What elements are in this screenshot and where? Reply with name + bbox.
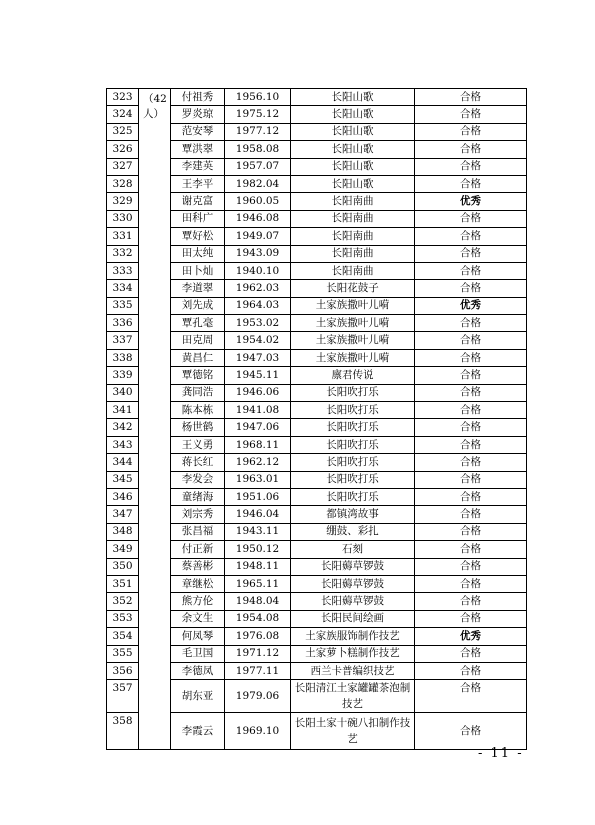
inheritor-name: 田克周 bbox=[171, 332, 225, 349]
inheritor-name: 刘先成 bbox=[171, 297, 225, 314]
inheritor-name: 李道翠 bbox=[171, 280, 225, 297]
assessment-result: 优秀 bbox=[415, 628, 527, 645]
birth-date: 1947.06 bbox=[225, 419, 291, 436]
inheritor-name: 陈本栋 bbox=[171, 402, 225, 419]
assessment-result: 合格 bbox=[415, 315, 527, 332]
row-number: 338 bbox=[107, 349, 139, 366]
assessment-result: 合格 bbox=[415, 593, 527, 610]
row-number: 325 bbox=[107, 123, 139, 140]
assessment-result: 合格 bbox=[415, 541, 527, 558]
row-number: 339 bbox=[107, 367, 139, 384]
inheritor-name: 田科广 bbox=[171, 210, 225, 227]
assessment-result: 合格 bbox=[415, 280, 527, 297]
project-name: 土家族撒叶儿嗬 bbox=[291, 332, 415, 349]
project-name: 长阳民间绘画 bbox=[291, 610, 415, 627]
birth-date: 1954.08 bbox=[225, 610, 291, 627]
row-number: 329 bbox=[107, 193, 139, 210]
birth-date: 1946.06 bbox=[225, 384, 291, 401]
assessment-result: 合格 bbox=[415, 349, 527, 366]
roster-body bbox=[107, 89, 527, 750]
inheritor-name: 刘宗秀 bbox=[171, 506, 225, 523]
assessment-result: 合格 bbox=[415, 175, 527, 192]
row-number: 346 bbox=[107, 488, 139, 505]
row-number: 328 bbox=[107, 175, 139, 192]
inheritor-name: 龚同浩 bbox=[171, 384, 225, 401]
project-name: 土家族服饰制作技艺 bbox=[291, 628, 415, 645]
assessment-result: 合格 bbox=[415, 575, 527, 592]
row-number: 324 bbox=[107, 106, 139, 123]
assessment-result: 合格 bbox=[415, 332, 527, 349]
row-number: 352 bbox=[107, 593, 139, 610]
assessment-result: 合格 bbox=[415, 680, 527, 713]
row-number: 337 bbox=[107, 332, 139, 349]
project-name: 西兰卡普编织技艺 bbox=[291, 662, 415, 679]
project-name: 长阳吹打乐 bbox=[291, 454, 415, 471]
row-number: 345 bbox=[107, 471, 139, 488]
assessment-result: 合格 bbox=[415, 610, 527, 627]
project-name: 长阳南曲 bbox=[291, 262, 415, 279]
project-name: 廪君传说 bbox=[291, 367, 415, 384]
project-name: 长阳南曲 bbox=[291, 245, 415, 262]
inheritor-roster-table bbox=[106, 88, 527, 750]
inheritor-name: 范安琴 bbox=[171, 123, 225, 140]
project-name: 土家萝卜糕制作技艺 bbox=[291, 645, 415, 662]
inheritor-name: 付祖秀 bbox=[171, 89, 225, 106]
inheritor-name: 胡东亚 bbox=[171, 680, 225, 713]
row-number: 354 bbox=[107, 628, 139, 645]
project-name: 长阳吹打乐 bbox=[291, 384, 415, 401]
project-name: 长阳清江土家罐罐茶泡制技艺 bbox=[291, 680, 415, 713]
row-number: 350 bbox=[107, 558, 139, 575]
inheritor-name: 李发会 bbox=[171, 471, 225, 488]
assessment-result: 合格 bbox=[415, 89, 527, 106]
row-number: 342 bbox=[107, 419, 139, 436]
inheritor-name: 田卜灿 bbox=[171, 262, 225, 279]
birth-date: 1945.11 bbox=[225, 367, 291, 384]
birth-date: 1950.12 bbox=[225, 541, 291, 558]
birth-date: 1957.07 bbox=[225, 158, 291, 175]
inheritor-name: 李霞云 bbox=[171, 713, 225, 750]
inheritor-name: 覃孔毫 bbox=[171, 315, 225, 332]
assessment-result: 合格 bbox=[415, 558, 527, 575]
row-number: 358 bbox=[107, 713, 139, 750]
row-number: 356 bbox=[107, 662, 139, 679]
assessment-result: 合格 bbox=[415, 123, 527, 140]
assessment-result: 合格 bbox=[415, 158, 527, 175]
inheritor-name: 张昌福 bbox=[171, 523, 225, 540]
birth-date: 1971.12 bbox=[225, 645, 291, 662]
project-name: 长阳南曲 bbox=[291, 228, 415, 245]
row-number: 327 bbox=[107, 158, 139, 175]
inheritor-name: 余文生 bbox=[171, 610, 225, 627]
project-name: 长阳山歌 bbox=[291, 123, 415, 140]
row-number: 323 bbox=[107, 89, 139, 106]
row-number: 335 bbox=[107, 297, 139, 314]
assessment-result: 合格 bbox=[415, 367, 527, 384]
project-name: 土家族撒叶儿嗬 bbox=[291, 349, 415, 366]
assessment-result: 合格 bbox=[415, 713, 527, 750]
assessment-result: 合格 bbox=[415, 471, 527, 488]
assessment-result: 合格 bbox=[415, 436, 527, 453]
inheritor-name: 田太纯 bbox=[171, 245, 225, 262]
project-name: 土家族撒叶儿嗬 bbox=[291, 315, 415, 332]
birth-date: 1943.11 bbox=[225, 523, 291, 540]
row-number: 326 bbox=[107, 141, 139, 158]
inheritor-name: 章继松 bbox=[171, 575, 225, 592]
inheritor-name: 谢克富 bbox=[171, 193, 225, 210]
row-number: 333 bbox=[107, 262, 139, 279]
assessment-result: 合格 bbox=[415, 141, 527, 158]
project-name: 长阳薅草锣鼓 bbox=[291, 575, 415, 592]
birth-date: 1977.12 bbox=[225, 123, 291, 140]
inheritor-name: 蒋长红 bbox=[171, 454, 225, 471]
row-number: 330 bbox=[107, 210, 139, 227]
project-name: 长阳山歌 bbox=[291, 89, 415, 106]
birth-date: 1969.10 bbox=[225, 713, 291, 750]
project-name: 长阳土家十碗八扣制作技艺 bbox=[291, 713, 415, 750]
assessment-result: 合格 bbox=[415, 523, 527, 540]
birth-date: 1960.05 bbox=[225, 193, 291, 210]
row-number: 348 bbox=[107, 523, 139, 540]
project-name: 长阳山歌 bbox=[291, 158, 415, 175]
project-name: 长阳薅草锣鼓 bbox=[291, 593, 415, 610]
inheritor-name: 童绪海 bbox=[171, 488, 225, 505]
birth-date: 1964.03 bbox=[225, 297, 291, 314]
birth-date: 1982.04 bbox=[225, 175, 291, 192]
inheritor-name: 王李平 bbox=[171, 175, 225, 192]
project-name: 长阳山歌 bbox=[291, 141, 415, 158]
assessment-result: 合格 bbox=[415, 454, 527, 471]
row-number: 332 bbox=[107, 245, 139, 262]
assessment-result: 合格 bbox=[415, 228, 527, 245]
birth-date: 1976.08 bbox=[225, 628, 291, 645]
assessment-result: 合格 bbox=[415, 488, 527, 505]
inheritor-name: 王义勇 bbox=[171, 436, 225, 453]
birth-date: 1940.10 bbox=[225, 262, 291, 279]
row-number: 349 bbox=[107, 541, 139, 558]
inheritor-name: 覃德铭 bbox=[171, 367, 225, 384]
birth-date: 1948.11 bbox=[225, 558, 291, 575]
assessment-result: 合格 bbox=[415, 106, 527, 123]
row-number: 347 bbox=[107, 506, 139, 523]
birth-date: 1958.08 bbox=[225, 141, 291, 158]
birth-date: 1947.03 bbox=[225, 349, 291, 366]
inheritor-name: 覃洪翠 bbox=[171, 141, 225, 158]
inheritor-name: 李德凤 bbox=[171, 662, 225, 679]
row-number: 336 bbox=[107, 315, 139, 332]
birth-date: 1949.07 bbox=[225, 228, 291, 245]
assessment-result: 合格 bbox=[415, 645, 527, 662]
assessment-result: 合格 bbox=[415, 210, 527, 227]
project-name: 长阳南曲 bbox=[291, 210, 415, 227]
birth-date: 1941.08 bbox=[225, 402, 291, 419]
row-number: 344 bbox=[107, 454, 139, 471]
row-number: 341 bbox=[107, 402, 139, 419]
birth-date: 1956.10 bbox=[225, 89, 291, 106]
project-name: 长阳吹打乐 bbox=[291, 419, 415, 436]
project-name: 长阳山歌 bbox=[291, 175, 415, 192]
inheritor-name: 何凤琴 bbox=[171, 628, 225, 645]
row-number: 331 bbox=[107, 228, 139, 245]
row-number: 351 bbox=[107, 575, 139, 592]
project-name: 长阳吹打乐 bbox=[291, 436, 415, 453]
inheritor-name: 蔡善彬 bbox=[171, 558, 225, 575]
row-number: 355 bbox=[107, 645, 139, 662]
birth-date: 1962.12 bbox=[225, 454, 291, 471]
project-name: 都镇湾故事 bbox=[291, 506, 415, 523]
birth-date: 1962.03 bbox=[225, 280, 291, 297]
assessment-result: 优秀 bbox=[415, 297, 527, 314]
project-name: 长阳花鼓子 bbox=[291, 280, 415, 297]
birth-date: 1963.01 bbox=[225, 471, 291, 488]
row-number: 334 bbox=[107, 280, 139, 297]
birth-date: 1965.11 bbox=[225, 575, 291, 592]
project-name: 长阳薅草锣鼓 bbox=[291, 558, 415, 575]
birth-date: 1946.08 bbox=[225, 210, 291, 227]
birth-date: 1946.04 bbox=[225, 506, 291, 523]
assessment-result: 合格 bbox=[415, 245, 527, 262]
birth-date: 1968.11 bbox=[225, 436, 291, 453]
birth-date: 1943.09 bbox=[225, 245, 291, 262]
row-number: 357 bbox=[107, 680, 139, 713]
birth-date: 1948.04 bbox=[225, 593, 291, 610]
birth-date: 1951.06 bbox=[225, 488, 291, 505]
assessment-result: 合格 bbox=[415, 384, 527, 401]
assessment-result: 优秀 bbox=[415, 193, 527, 210]
project-name: 石刻 bbox=[291, 541, 415, 558]
assessment-result: 合格 bbox=[415, 402, 527, 419]
inheritor-name: 黄昌仁 bbox=[171, 349, 225, 366]
inheritor-name: 罗炎琼 bbox=[171, 106, 225, 123]
table-row bbox=[107, 89, 527, 106]
project-name: 长阳吹打乐 bbox=[291, 488, 415, 505]
birth-date: 1979.06 bbox=[225, 680, 291, 713]
inheritor-name: 覃好松 bbox=[171, 228, 225, 245]
assessment-result: 合格 bbox=[415, 506, 527, 523]
project-name: 长阳山歌 bbox=[291, 106, 415, 123]
inheritor-name: 李建英 bbox=[171, 158, 225, 175]
row-number: 343 bbox=[107, 436, 139, 453]
inheritor-name: 熊方伦 bbox=[171, 593, 225, 610]
project-name: 绷鼓、彩扎 bbox=[291, 523, 415, 540]
birth-date: 1953.02 bbox=[225, 315, 291, 332]
group-count-label: （42人） bbox=[139, 89, 171, 750]
inheritor-name: 杨世鹤 bbox=[171, 419, 225, 436]
birth-date: 1954.02 bbox=[225, 332, 291, 349]
assessment-result: 合格 bbox=[415, 419, 527, 436]
assessment-result: 合格 bbox=[415, 662, 527, 679]
project-name: 土家族撒叶儿嗬 bbox=[291, 297, 415, 314]
project-name: 长阳南曲 bbox=[291, 193, 415, 210]
row-number: 353 bbox=[107, 610, 139, 627]
page-number: - 11 - bbox=[478, 746, 524, 761]
assessment-result: 合格 bbox=[415, 262, 527, 279]
birth-date: 1975.12 bbox=[225, 106, 291, 123]
inheritor-name: 付正新 bbox=[171, 541, 225, 558]
inheritor-name: 毛卫国 bbox=[171, 645, 225, 662]
row-number: 340 bbox=[107, 384, 139, 401]
project-name: 长阳吹打乐 bbox=[291, 402, 415, 419]
project-name: 长阳吹打乐 bbox=[291, 471, 415, 488]
birth-date: 1977.11 bbox=[225, 662, 291, 679]
